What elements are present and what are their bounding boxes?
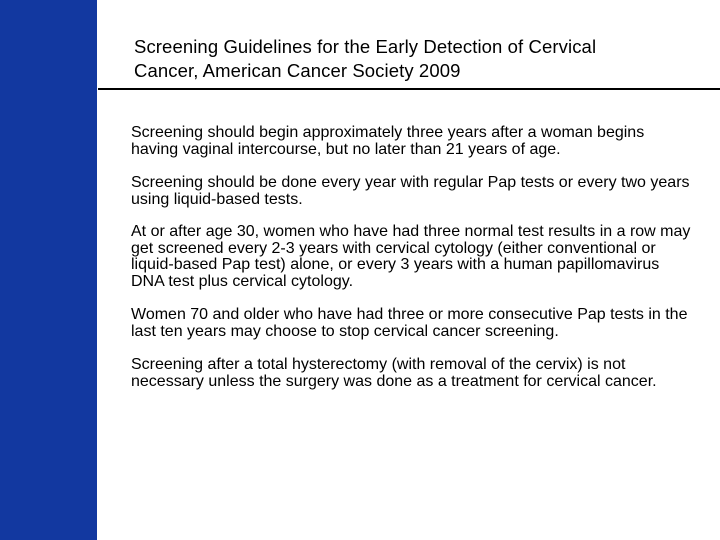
title-divider [98, 88, 720, 90]
paragraph-hysterectomy: Screening after a total hysterectomy (with removal of the cervix) is not necessary unless the surgery was done as a treatment for cervical cancer. [131, 356, 657, 390]
paragraph-frequency: Screening should be done every year with regular Pap tests or every two years using liquid-based tests. [131, 174, 690, 208]
slide-body [131, 125, 691, 404]
paragraph-age-30: At or after age 30, women who have had three normal test results in a row may get screened every 2-3 years with cervical cytology (either conventional or liquid-based Pap test) alone, or every 3 years with a human papillomavirus DNA test plus cervical cytology. [131, 223, 691, 290]
slide-title-line-2: Cancer, American Cancer Society 2009 [134, 60, 461, 81]
paragraph-age-70: Women 70 and older who have had three or more consecutive Pap tests in the last ten years may choose to stop cervical cancer screening. [131, 306, 688, 340]
slide-title [134, 35, 694, 83]
left-accent-bar [0, 0, 97, 540]
paragraph-start-age: Screening should begin approximately three years after a woman begins having vaginal intercourse, but no later than 21 years of age. [131, 124, 645, 158]
slide-title-line-1: Screening Guidelines for the Early Detection of Cervical [134, 36, 597, 57]
